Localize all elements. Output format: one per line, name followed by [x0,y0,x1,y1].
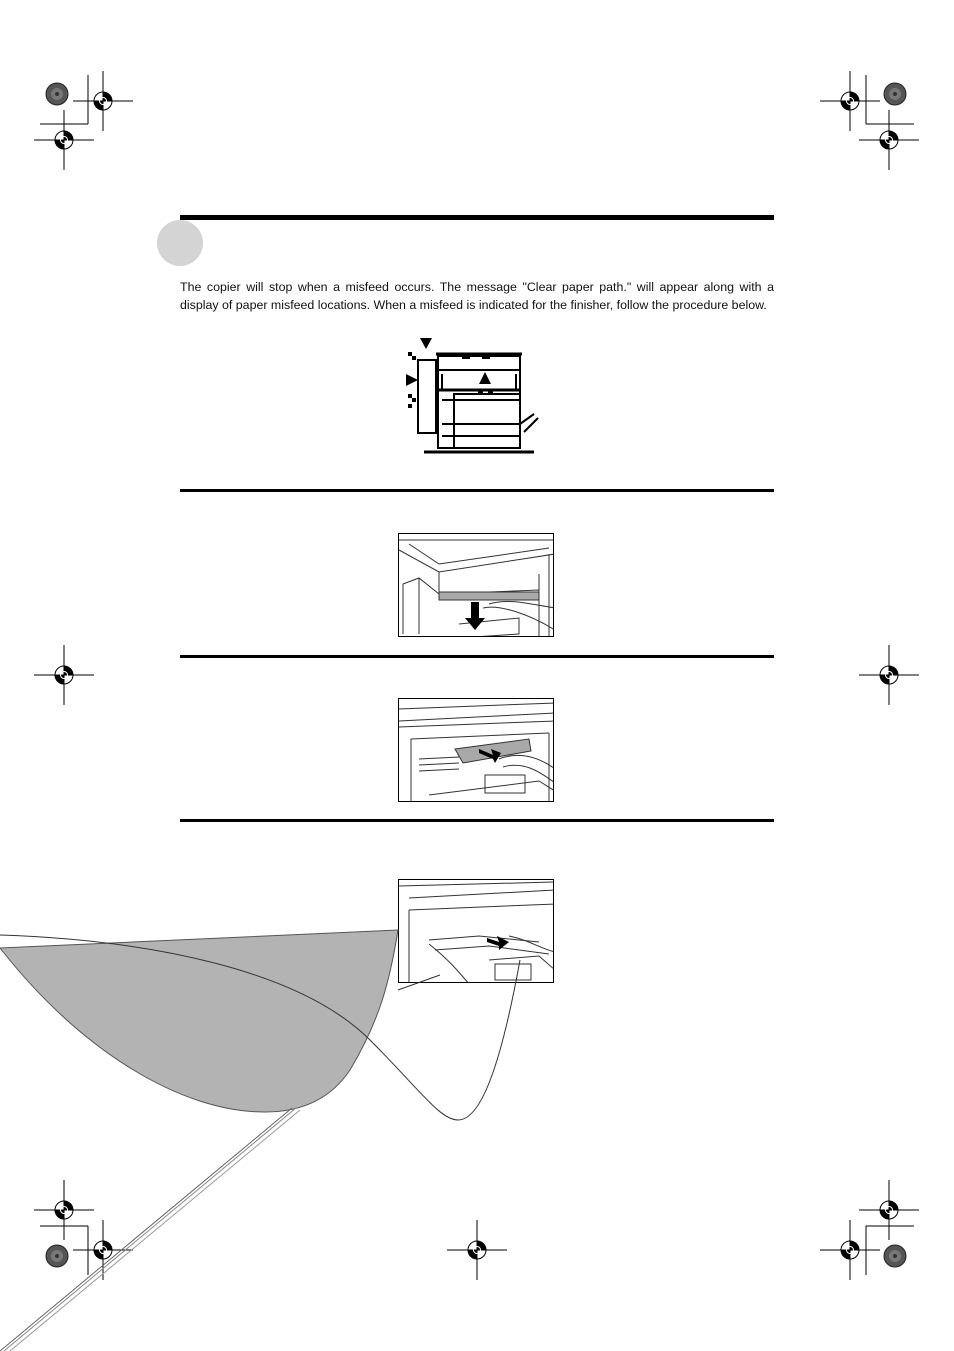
step-1-rule [180,489,774,492]
crosshair-registration-icon [447,1220,507,1280]
crosshair-registration-icon [820,1220,880,1280]
crosshair-registration-icon [34,1180,94,1240]
step-3-rule [180,819,774,822]
crosshair-registration-icon [859,110,919,170]
crosshair-registration-icon [73,71,133,131]
step-3-illustration [398,879,554,983]
crosshair-registration-icon [859,645,919,705]
color-wheel-icon [46,1245,68,1267]
crosshair-registration-icon [73,1220,133,1280]
color-wheel-icon [884,1245,906,1267]
step-1-illustration [398,533,554,637]
intro-paragraph: The copier will stop when a misfeed occurs. The message "Clear paper path." will appear along with a display of paper misfeed locations. When a misfeed is indicated for the finisher, follow the procedure below. [180,280,774,312]
color-wheel-icon [884,83,906,105]
color-wheel-icon [46,83,68,105]
crosshair-registration-icon [820,71,880,131]
misfeed-location-diagram [402,336,542,458]
section-number-circle [157,220,203,266]
step-2-rule [180,655,774,658]
crosshair-registration-icon [859,1180,919,1240]
crosshair-registration-icon [34,110,94,170]
section-top-rule [180,215,774,220]
crosshair-registration-icon [34,645,94,705]
step-2-illustration [398,698,554,802]
